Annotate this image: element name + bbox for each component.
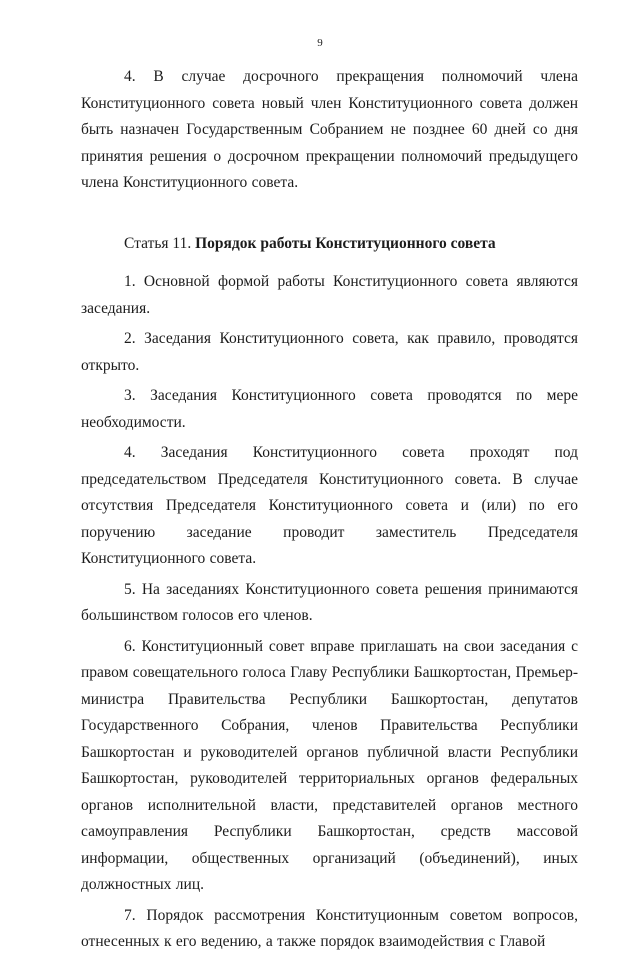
paragraph-article10-item4: 4. В случае досрочного прекращения полномочий члена Конституционного совета новый член Конституционного совета должен быть назначен Государственным Собранием не позднее 60 дней со дня принятия решения о досрочном прекращении полномочий предыдущего члена Конституционного совета. bbox=[81, 68, 578, 191]
paragraph-item6: 6. Конституционный совет вправе приглашать на свои заседания с правом совещательного голоса Главу Республики Башкортостан, Премьер-министра Правительства Республики Башкортостан, депутатов Государственного Собрания, членов Правительства Республики Башкортостан и руководителей органов публичной власти Республики Башкортостан, руководителей территориальных органов федеральных органов исполнительной власти, представителей органов местного самоуправления Республики Башкортостан, средств массовой информации, общественных организаций (объединений), иных должностных лиц. bbox=[81, 637, 578, 893]
page-number: 9 bbox=[317, 37, 323, 49]
document-body bbox=[81, 64, 578, 960]
article-heading bbox=[81, 231, 578, 258]
article-number: Статья 11. bbox=[124, 234, 196, 252]
paragraph-item1: 1. Основной формой работы Конституционного совета являются заседания. bbox=[81, 273, 578, 317]
paragraph-item5: 5. На заседаниях Конституционного совета решения принимаются большинством голосов его членов. bbox=[81, 580, 578, 624]
paragraph-item7: 7. Порядок рассмотрения Конституционным советом вопросов, отнесенных к его ведению, а также порядок взаимодействия с Главой bbox=[81, 906, 578, 950]
paragraph-item4: 4. Заседания Конституционного совета проходят под председательством Председателя Конституционного совета. В случае отсутствия Председателя Конституционного совета и (или) по его поручению заседание проводит заместитель Председателя Конституционного совета. bbox=[81, 444, 578, 567]
paragraph-item2: 2. Заседания Конституционного совета, как правило, проводятся открыто. bbox=[81, 330, 578, 374]
article-title: Порядок работы Конституционного совета bbox=[195, 234, 496, 252]
paragraph-item3: 3. Заседания Конституционного совета проводятся по мере необходимости. bbox=[81, 387, 578, 431]
